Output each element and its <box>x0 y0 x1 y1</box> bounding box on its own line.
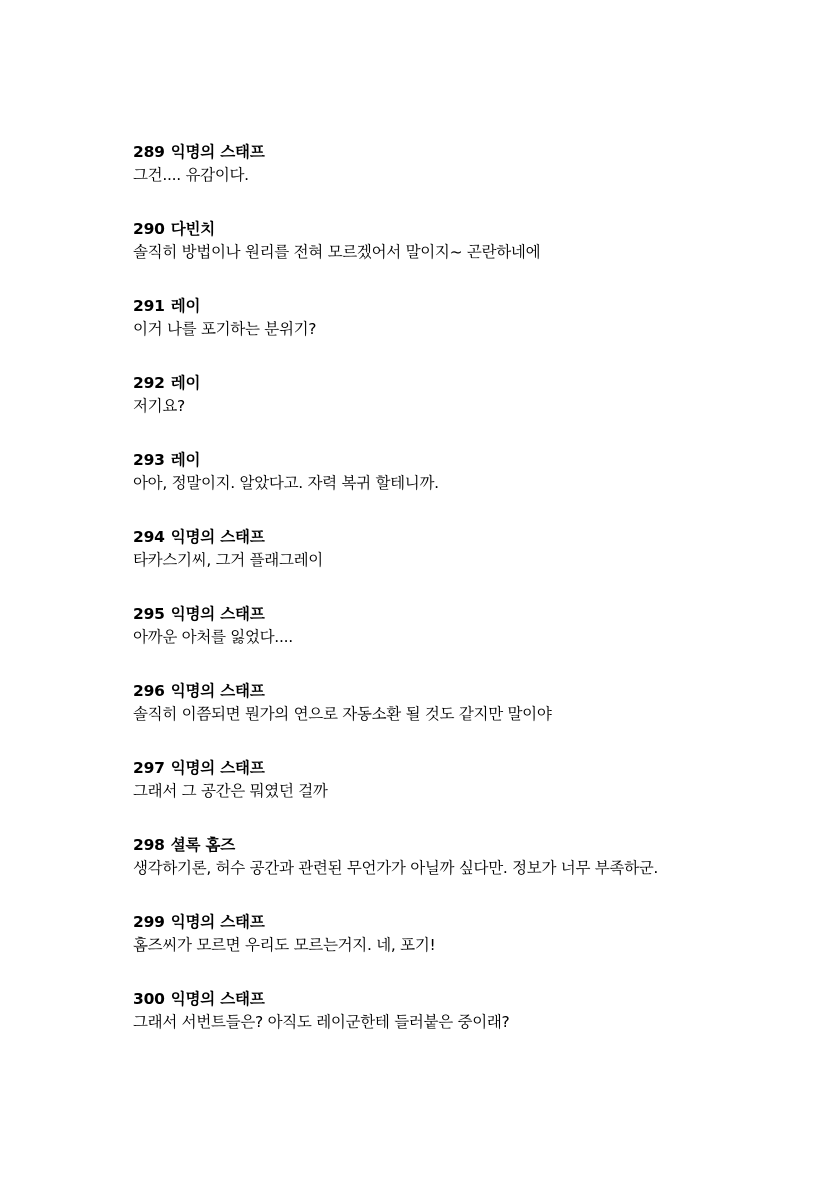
post-number: 290 <box>133 220 165 238</box>
post-header <box>133 603 813 625</box>
post-author: 다빈치 <box>170 220 216 238</box>
post-author: 익명의 스태프 <box>170 682 265 700</box>
post-text: 솔직히 방법이나 원리를 전혀 모르겠어서 말이지~ 곤란하네에 <box>133 243 541 261</box>
post-291 <box>133 295 813 372</box>
post-text: 아아, 정말이지. 알았다고. 자력 복귀 할테니까. <box>133 474 439 492</box>
post-number: 291 <box>133 297 165 315</box>
post-number: 295 <box>133 605 165 623</box>
post-author: 레이 <box>170 374 201 392</box>
post-290 <box>133 218 813 295</box>
post-293 <box>133 449 813 526</box>
post-number: 292 <box>133 374 165 392</box>
post-header <box>133 449 813 471</box>
post-text: 이거 나를 포기하는 분위기? <box>133 320 317 338</box>
post-299 <box>133 911 813 988</box>
post-text: 그래서 그 공간은 뭐였던 걸까 <box>133 782 328 800</box>
post-number: 289 <box>133 143 165 161</box>
post-296 <box>133 680 813 757</box>
post-text: 저기요? <box>133 397 185 415</box>
post-header <box>133 988 813 1010</box>
post-number: 296 <box>133 682 165 700</box>
post-author: 셜록 홈즈 <box>170 836 236 854</box>
post-number: 300 <box>133 990 165 1008</box>
post-number: 297 <box>133 759 165 777</box>
post-number: 298 <box>133 836 165 854</box>
post-297 <box>133 757 813 834</box>
post-author: 익명의 스태프 <box>170 990 265 1008</box>
post-header <box>133 680 813 702</box>
post-header <box>133 834 813 856</box>
post-number: 293 <box>133 451 165 469</box>
post-header <box>133 526 813 548</box>
post-header <box>133 757 813 779</box>
post-number: 299 <box>133 913 165 931</box>
post-300 <box>133 988 813 1065</box>
post-author: 레이 <box>170 451 201 469</box>
post-header <box>133 372 813 394</box>
post-author: 레이 <box>170 297 201 315</box>
post-292 <box>133 372 813 449</box>
post-294 <box>133 526 813 603</box>
post-header <box>133 911 813 933</box>
post-295 <box>133 603 813 680</box>
post-text: 그래서 서번트들은? 아직도 레이군한테 들러붙은 중이래? <box>133 1013 510 1031</box>
post-298 <box>133 834 813 911</box>
post-author: 익명의 스태프 <box>170 143 265 161</box>
post-author: 익명의 스태프 <box>170 605 265 623</box>
post-text: 홈즈씨가 모르면 우리도 모르는거지. 네, 포기! <box>133 936 436 954</box>
post-author: 익명의 스태프 <box>170 759 265 777</box>
post-number: 294 <box>133 528 165 546</box>
post-author: 익명의 스태프 <box>170 528 265 546</box>
post-text: 생각하기론, 허수 공간과 관련된 무언가가 아닐까 싶다만. 정보가 너무 부족하군. <box>133 859 659 877</box>
post-text: 타카스기씨, 그거 플래그레이 <box>133 551 323 569</box>
post-author: 익명의 스태프 <box>170 913 265 931</box>
post-289 <box>133 141 813 218</box>
post-header <box>133 141 813 163</box>
post-text: 그건.... 유감이다. <box>133 166 249 184</box>
post-text: 솔직히 이쯤되면 뭔가의 연으로 자동소환 될 것도 같지만 말이야 <box>133 705 552 723</box>
post-text: 아까운 아처를 잃었다.... <box>133 628 293 646</box>
document-page <box>133 141 813 1065</box>
post-header <box>133 295 813 317</box>
post-header <box>133 218 813 240</box>
